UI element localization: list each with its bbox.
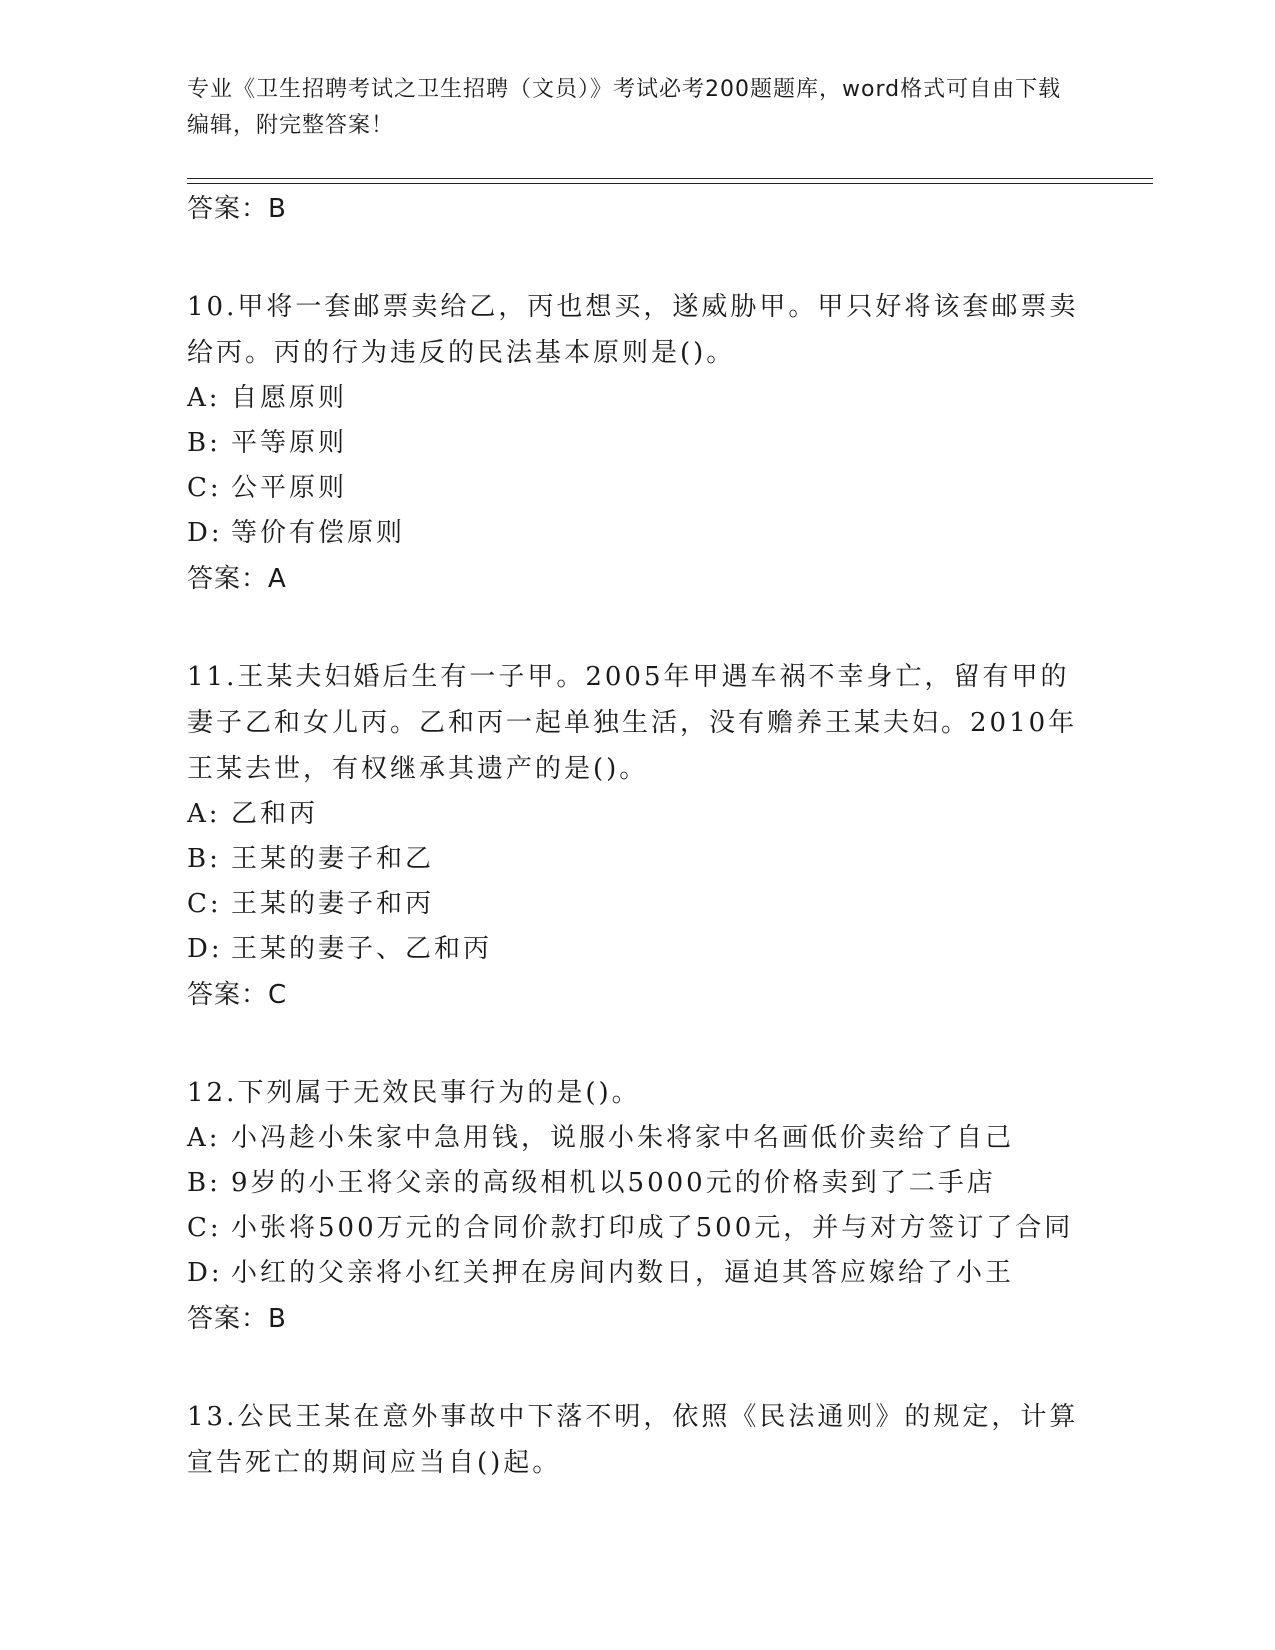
option-d xyxy=(187,927,1087,972)
option-text: 小张将500万元的合同价款打印成了500元，并与对方签订了合同 xyxy=(231,1213,1074,1243)
option-c xyxy=(187,882,1087,927)
option-text: 自愿原则 xyxy=(231,383,348,413)
option-text: 公平原则 xyxy=(231,473,348,503)
option-text: 平等原则 xyxy=(231,428,348,458)
option-letter: C: xyxy=(187,1213,222,1243)
option-text: 王某的妻子和乙 xyxy=(231,844,435,874)
option-text: 王某的妻子、乙和丙 xyxy=(231,934,493,964)
question-text: 11.王某夫妇婚后生有一子甲。2005年甲遇车祸不幸身亡，留有甲的妻子乙和女儿丙。乙和丙一起单独生活，没有赡养王某夫妇。2010年王某去世，有权继承其遗产的是()。 xyxy=(187,662,1078,784)
option-b xyxy=(187,1161,1087,1206)
option-text: 等价有偿原则 xyxy=(231,518,406,548)
option-letter: C: xyxy=(187,889,222,919)
option-text: 王某的妻子和丙 xyxy=(231,889,435,919)
option-letter: A: xyxy=(187,799,221,829)
question-12 xyxy=(187,1070,1087,1342)
option-text: 小红的父亲将小红关押在房间内数日，逼迫其答应嫁给了小王 xyxy=(231,1258,1015,1288)
document-header: 专业《卫生招聘考试之卫生招聘（文员）》考试必考200题题库，word格式可自由下载编辑，附完整答案！ xyxy=(187,77,1062,138)
option-letter: B: xyxy=(187,428,221,458)
option-letter: B: xyxy=(187,1168,221,1198)
option-letter: A: xyxy=(187,1123,221,1153)
answer-line: 答案：C xyxy=(187,980,288,1010)
option-letter: A: xyxy=(187,383,221,413)
header-divider-bottom xyxy=(187,183,1153,184)
question-11 xyxy=(187,654,1087,1018)
option-c xyxy=(187,466,1087,511)
question-text: 13.公民王某在意外事故中下落不明，依照《民法通则》的规定，计算宣告死亡的期间应当自()起。 xyxy=(187,1402,1079,1478)
option-letter: C: xyxy=(187,473,222,503)
option-a xyxy=(187,376,1087,421)
answer-line: 答案：B xyxy=(187,194,287,224)
option-letter: D: xyxy=(187,1258,223,1288)
question-text: 10.甲将一套邮票卖给乙，丙也想买，遂威胁甲。甲只好将该套邮票卖给丙。丙的行为违反的民法基本原则是()。 xyxy=(187,292,1079,368)
option-b xyxy=(187,421,1087,466)
header-divider-top xyxy=(187,178,1153,179)
answer-line: 答案：B xyxy=(187,1304,287,1334)
option-letter: B: xyxy=(187,844,221,874)
option-a xyxy=(187,792,1087,837)
question-13 xyxy=(187,1394,1087,1486)
option-letter: D: xyxy=(187,934,223,964)
option-d xyxy=(187,1251,1087,1296)
option-b xyxy=(187,837,1087,882)
question-text: 12.下列属于无效民事行为的是()。 xyxy=(187,1078,641,1108)
option-a xyxy=(187,1116,1087,1161)
option-d xyxy=(187,511,1087,556)
option-letter: D: xyxy=(187,518,223,548)
option-text: 9岁的小王将父亲的高级相机以5000元的价格卖到了二手店 xyxy=(231,1168,996,1198)
option-text: 乙和丙 xyxy=(231,799,319,829)
document-body xyxy=(187,186,1087,1486)
question-10 xyxy=(187,284,1087,602)
answer-line: 答案：A xyxy=(187,564,287,594)
option-c xyxy=(187,1206,1087,1251)
option-text: 小冯趁小朱家中急用钱，说服小朱将家中名画低价卖给了自己 xyxy=(231,1123,1015,1153)
